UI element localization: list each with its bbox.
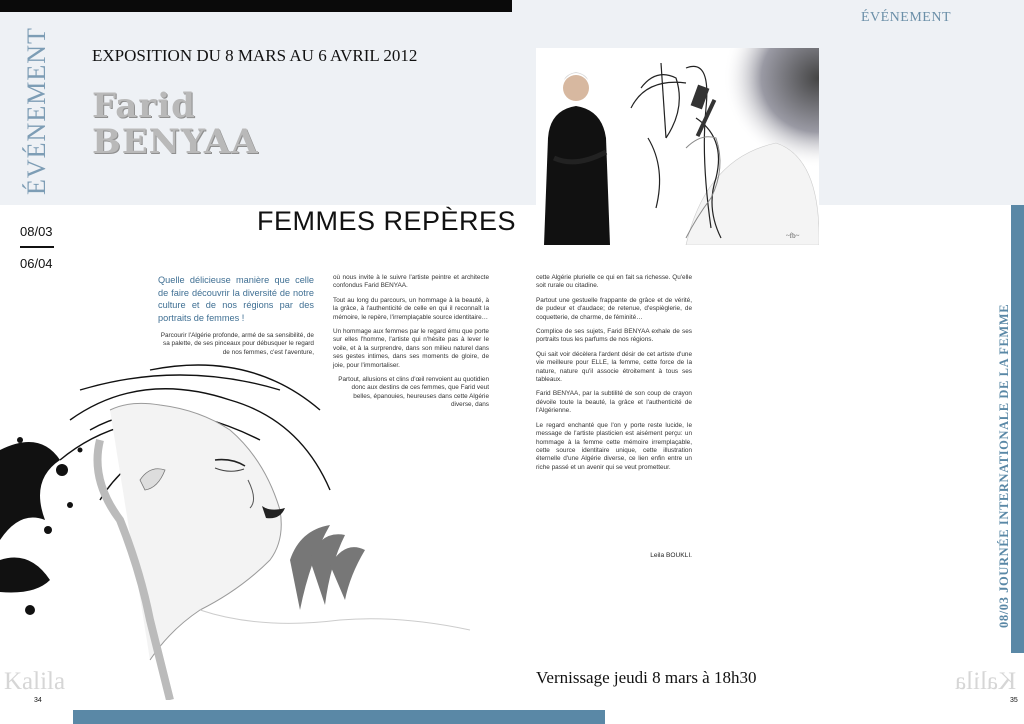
article-signature: Leila BOUKLI. bbox=[650, 552, 692, 559]
exposition-dates: EXPOSITION DU 8 MARS AU 6 AVRIL 2012 bbox=[92, 46, 418, 65]
col2-paragraph: Partout, allusions et clins d'œil renvoient au quotidien donc aux destins de ces femmes, que Farid veut belles, épanouies, heureuses dans cette Algérie diverse, dans bbox=[338, 376, 489, 409]
col3-paragraph: Le regard enchanté que l'on y porte reste lucide, le message de l'artiste plasticien est aisément perçu: un hommage à la femme cette mémoire irremplaçable, cette source identitaire unique, cette illustration éternelle d'une Algérie diverse, ce lien enfin entre un riche passé et un avenir qui se veut prometteur. bbox=[536, 421, 692, 471]
top-black-bar bbox=[0, 0, 512, 12]
artist-photo bbox=[536, 48, 819, 245]
section-label-vertical: ÉVÉNEMENT bbox=[22, 27, 51, 195]
right-accent-bar bbox=[1011, 205, 1024, 653]
artist-first-name: Farid bbox=[92, 86, 196, 126]
brand-watermark-left: Kalila bbox=[4, 668, 66, 695]
sidebar-vertical-caption: 08/03 JOURNÉE INTERNATIONALE DE LA FEMME bbox=[997, 303, 1011, 628]
article-col1-body: Parcourir l'Algérie profonde, armé de sa sensibilité, de sa palette, de ses pinceaux pour débusquer le regard de nos femmes, c'est l'aventure, bbox=[160, 332, 314, 356]
bottom-accent-bar bbox=[73, 710, 605, 724]
col2-paragraph: Un hommage aux femmes par le regard ému que porte sur elles l'homme, l'artiste qui n'hésite pas à lever le voile, et à la surprendre, dans son milieu naturel dans ses gestes intimes, dans ses moments de gloire, de joie, pour l'immortaliser. bbox=[333, 328, 489, 369]
artist-name bbox=[92, 88, 259, 160]
date-end: 06/04 bbox=[20, 256, 53, 271]
section-label-right: ÉVÉNEMENT bbox=[860, 10, 951, 25]
article-column-2 bbox=[333, 274, 489, 416]
article-lead: Quelle délicieuse manière que celle de faire découvrir la diversité de notre culture et de nos régions par des portraits de femmes ! bbox=[158, 275, 314, 323]
col2-paragraph: où nous invite à le suivre l'artiste peintre et architecte confondus Farid BENYAA. bbox=[333, 274, 489, 290]
page-number-right: 35 bbox=[1010, 697, 1018, 704]
svg-text:~fb~: ~fb~ bbox=[786, 232, 800, 240]
col3-paragraph: Complice de ses sujets, Farid BENYAA exhale de ses portraits tous les parfums de nos régions. bbox=[536, 328, 692, 344]
col3-paragraph: Partout une gestuelle frappante de grâce et de vérité, de pudeur et d'audace; de retenue, d'espièglerie, de coquetterie, de charme, de féminité… bbox=[536, 296, 692, 321]
article-title: FEMMES REPÈRES bbox=[257, 206, 517, 236]
col3-paragraph: Qui sait voir décèlera l'ardent désir de cet artiste d'une vie meilleure pour ELLE, la femme, cette force de la nature, nature qu'il associe étroitement à tous ses tableaux. bbox=[536, 350, 692, 384]
brand-watermark-right: Kalila bbox=[955, 668, 1017, 695]
col3-paragraph: Farid BENYAA, par la subtilité de son coup de crayon dévoile toute la beauté, la grâce et l'authenticité de l'Algérienne. bbox=[536, 390, 692, 415]
page-number-left: 34 bbox=[34, 697, 42, 704]
article-column-3 bbox=[536, 274, 692, 478]
col3-paragraph: cette Algérie plurielle ce qui en fait sa richesse. Qu'elle soit rurale ou citadine. bbox=[536, 274, 692, 290]
date-divider bbox=[20, 246, 54, 248]
vernissage-notice: Vernissage jeudi 8 mars à 18h30 bbox=[536, 668, 757, 687]
artist-photo-illustration bbox=[536, 48, 819, 245]
col2-paragraph: Tout au long du parcours, un hommage à la beauté, à la grâce, à l'authenticité de celle en qui il reconnaît la mémoire, le repère, l'irremplaçable source identitaire… bbox=[333, 296, 489, 321]
artist-last-name: BENYAA bbox=[92, 122, 259, 162]
date-start: 08/03 bbox=[20, 224, 53, 239]
